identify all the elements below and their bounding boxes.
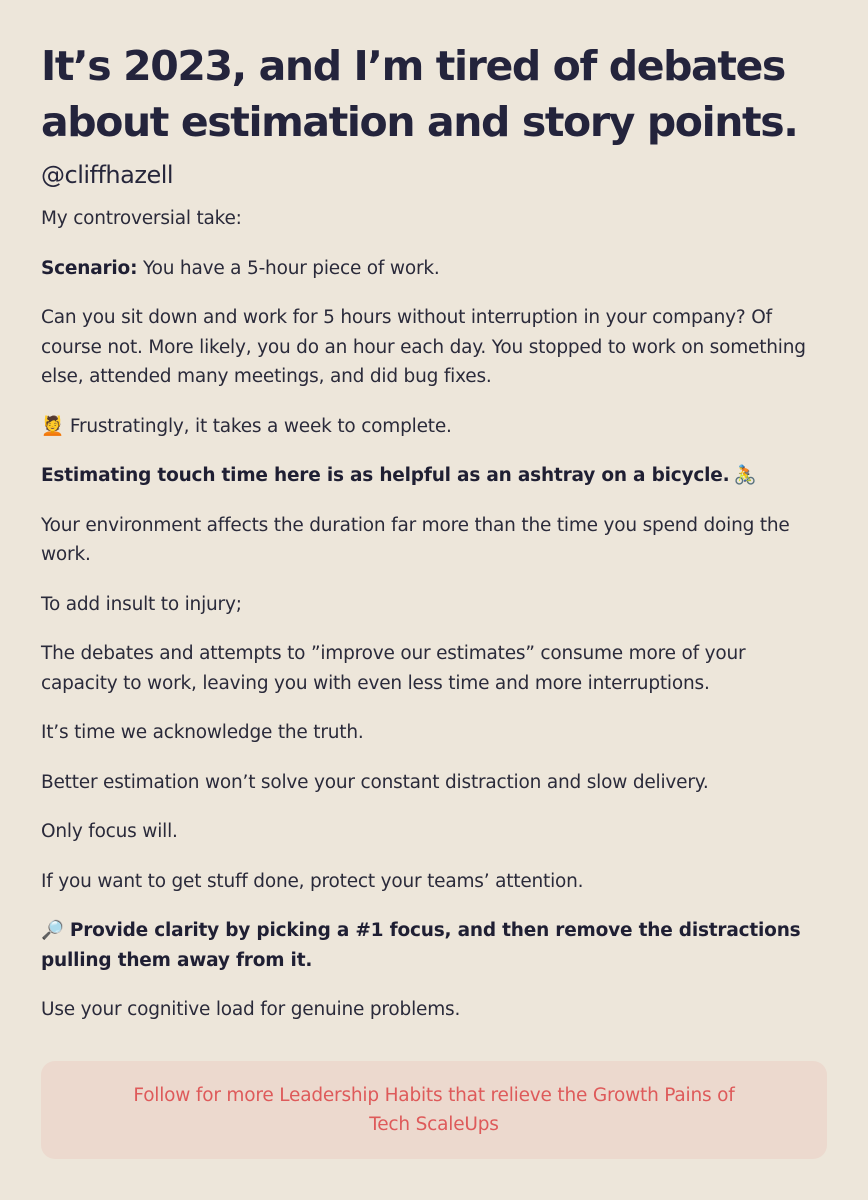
frustrated-text: Frustratingly, it takes a week to complete. [69,415,452,437]
scenario-label: Scenario: [41,257,138,279]
environment-paragraph: Your environment affects the duration far more than the time you spend doing the work. [41,514,790,565]
person-massage-emoji-icon: 💆 [41,415,64,437]
debates-paragraph: The debates and attempts to ”improve our estimates” consume more of your capacity to work, leaving you with even less time and more interruptions. [41,643,746,694]
clarity-text: Provide clarity by picking a #1 focus, and then remove the distractions pulling them away from it. [41,920,801,971]
frustrated-paragraph [41,412,827,442]
bicycle-emoji-icon: 🚴 [733,465,757,486]
clarity-paragraph [41,916,827,975]
post-body [41,204,827,1025]
intro-paragraph: My controversial take: [41,208,242,229]
follow-cta-text[interactable]: Follow for more Leadership Habits that relieve the Growth Pains of Tech ScaleUps [133,1085,735,1135]
cognitive-load-paragraph: Use your cognitive load for genuine problems. [41,999,461,1020]
author-handle: @cliffhazell [41,161,174,189]
magnifier-emoji-icon: 🔎 [41,920,64,941]
better-estimation-paragraph: Better estimation won’t solve your constant distraction and slow delivery. [41,771,709,793]
ashtray-text: Estimating touch time here is as helpful as an ashtray on a bicycle. [41,465,730,486]
protect-attention-paragraph: If you want to get stuff done, protect your teams’ attention. [41,870,584,892]
follow-cta-box[interactable] [41,1061,827,1159]
interruption-paragraph: Can you sit down and work for 5 hours without interruption in your company? Of course not. More likely, you do an hour each day. You stopped to work on something else, attended many meetings, and did bug fixes. [41,307,806,387]
truth-paragraph: It’s time we acknowledge the truth. [41,722,364,743]
post-title: It’s 2023, and I’m tired of debates about estimation and story points. [41,42,798,146]
only-focus-paragraph: Only focus will. [41,821,178,842]
insult-paragraph: To add insult to injury; [41,593,242,615]
ashtray-paragraph [41,461,827,491]
scenario-text: You have a 5-hour piece of work. [137,257,440,279]
scenario-paragraph [41,254,827,284]
